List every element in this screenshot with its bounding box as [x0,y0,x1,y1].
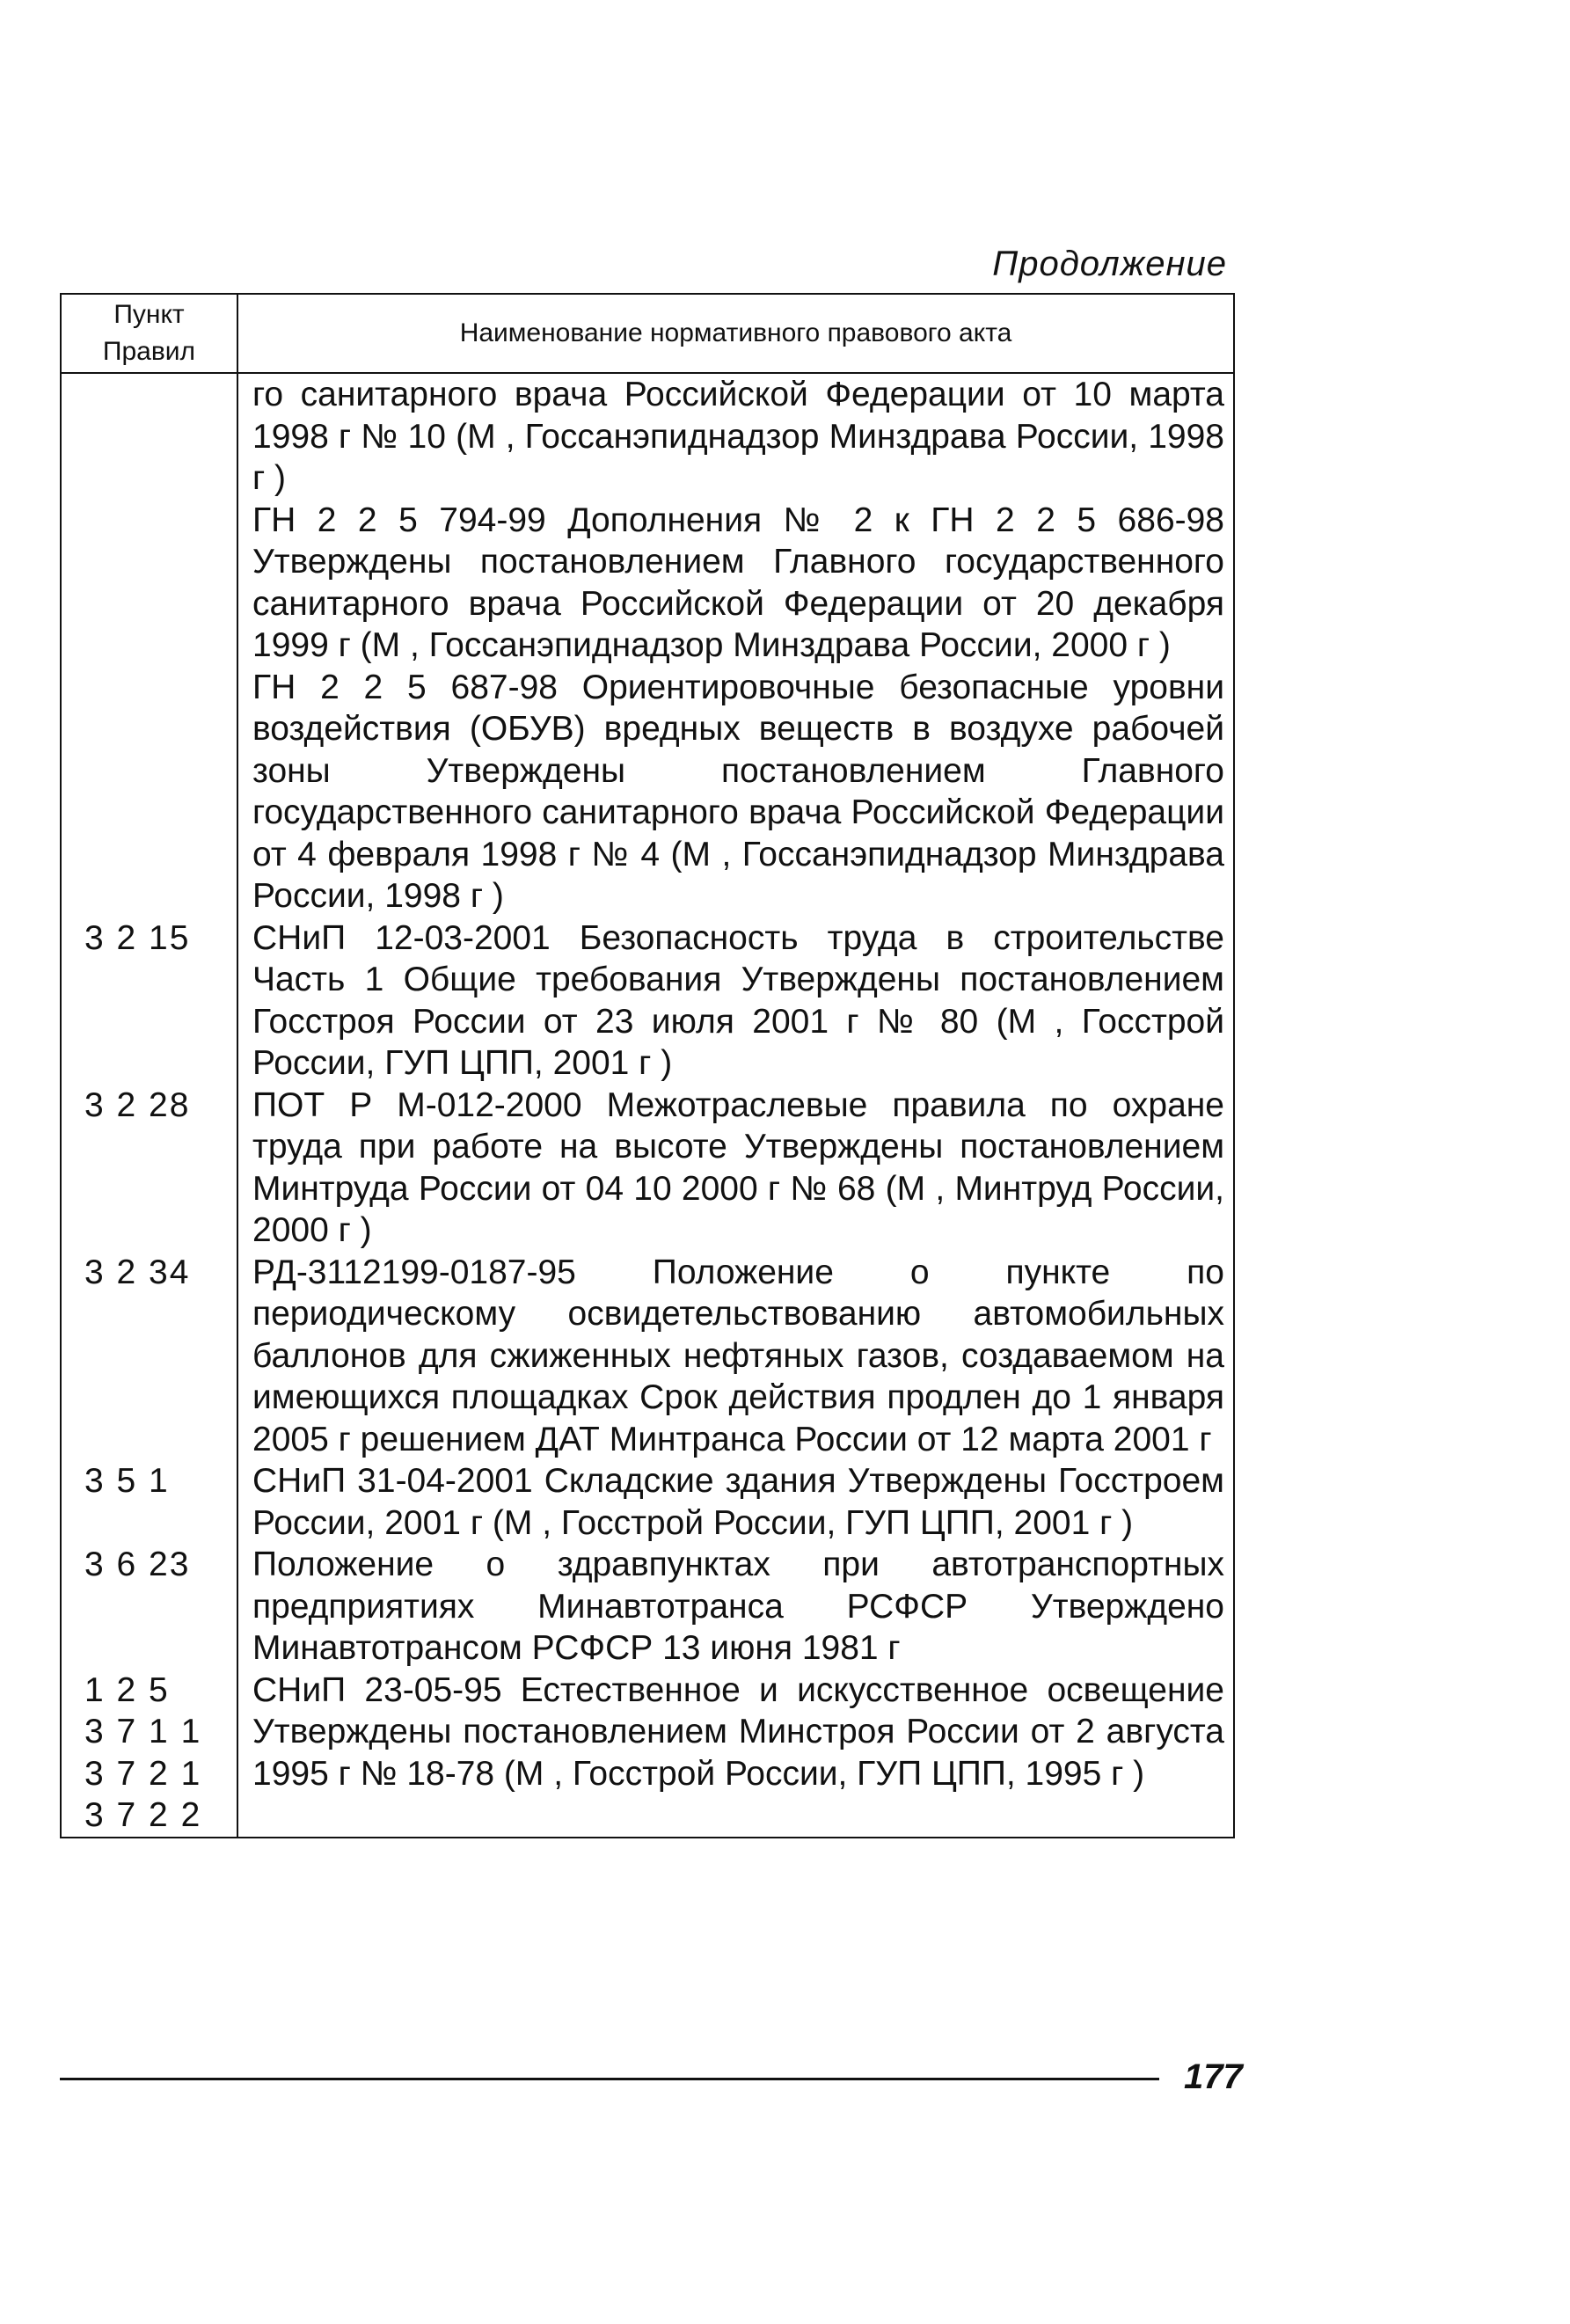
header-act-name: Наименование нормативного правового акта [237,294,1234,373]
table-row [61,1670,1234,1838]
point-cell: 3 2 28 [61,1085,237,1252]
header-point: Пункт Правил [61,294,237,373]
point-cell [61,373,237,917]
table-row [61,1252,1234,1461]
table-row [61,1085,1234,1252]
act-cell: го санитарного врача Российской Федерации от 10 марта 1998 г № 10 (М , Госсанэпиднадзор Минздрава России, 1998 г ) ГН 2 2 5 794-99 Дополнения № 2 к ГН 2 2 5 686-98 Утверждены постановлением Главного государственного санитарного врача Российской Федерации от 20 декабря 1999 г (М , Госсанэпиднадзор Минздрава России, 2000 г ) ГН 2 2 5 687-98 Ориентировочные безопасные уровни воздействия (ОБУВ) вредных веществ в воздухе рабочей зоны Утверждены постановлением Главного государственного санитарного врача Российской Федерации от 4 февраля 1998 г № 4 (М , Госсанэпиднадзор Минздрава России, 1998 г ) [237,373,1234,917]
act-cell: СНиП 23-05-95 Естественное и искусственное освещение Утверждены постановлением Минстроя России от 2 августа 1995 г № 18-78 (М , Госстрой России, ГУП ЦПП, 1995 г ) [237,1670,1234,1838]
page-number: 177 [1184,2057,1243,2096]
point-cell: 1 2 5 3 7 1 1 3 7 2 1 3 7 2 2 [61,1670,237,1838]
table-row [61,1544,1234,1670]
point-cell: 3 5 1 [61,1460,237,1544]
table-row [61,373,1234,917]
table-row [61,1460,1234,1544]
table-row [61,917,1234,1085]
footer-rule [60,2078,1159,2080]
act-cell: ПОТ Р М-012-2000 Межотраслевые правила по охране труда при работе на высоте Утверждены постановлением Минтруда России от 04 10 2000 г № 68 (М , Минтруд России, 2000 г ) [237,1085,1234,1252]
act-cell: СНиП 31-04-2001 Складские здания Утверждены Госстроем России, 2001 г (М , Госстрой России, ГУП ЦПП, 2001 г ) [237,1460,1234,1544]
normative-acts-table [60,293,1235,1838]
point-cell: 3 2 15 [61,917,237,1085]
table-header-row [61,294,1234,373]
act-cell: СНиП 12-03-2001 Безопасность труда в строительстве Часть 1 Общие требования Утверждены постановлением Госстроя России от 23 июля 2001 г № 80 (М , Госстрой России, ГУП ЦПП, 2001 г ) [237,917,1234,1085]
point-cell: 3 2 34 [61,1252,237,1461]
act-cell: РД-3112199-0187-95 Положение о пункте по периодическому освидетельствованию автомобильных баллонов для сжиженных нефтяных газов, создаваемом на имеющихся площадках Срок действия продлен до 1 января 2005 г решением ДАТ Минтранса России от 12 марта 2001 г [237,1252,1234,1461]
continuation-label: Продолжение [992,245,1227,283]
act-cell: Положение о здравпунктах при автотранспортных предприятиях Минавтотранса РСФСР Утверждено Минавтотрансом РСФСР 13 июня 1981 г [237,1544,1234,1670]
point-cell: 3 6 23 [61,1544,237,1670]
